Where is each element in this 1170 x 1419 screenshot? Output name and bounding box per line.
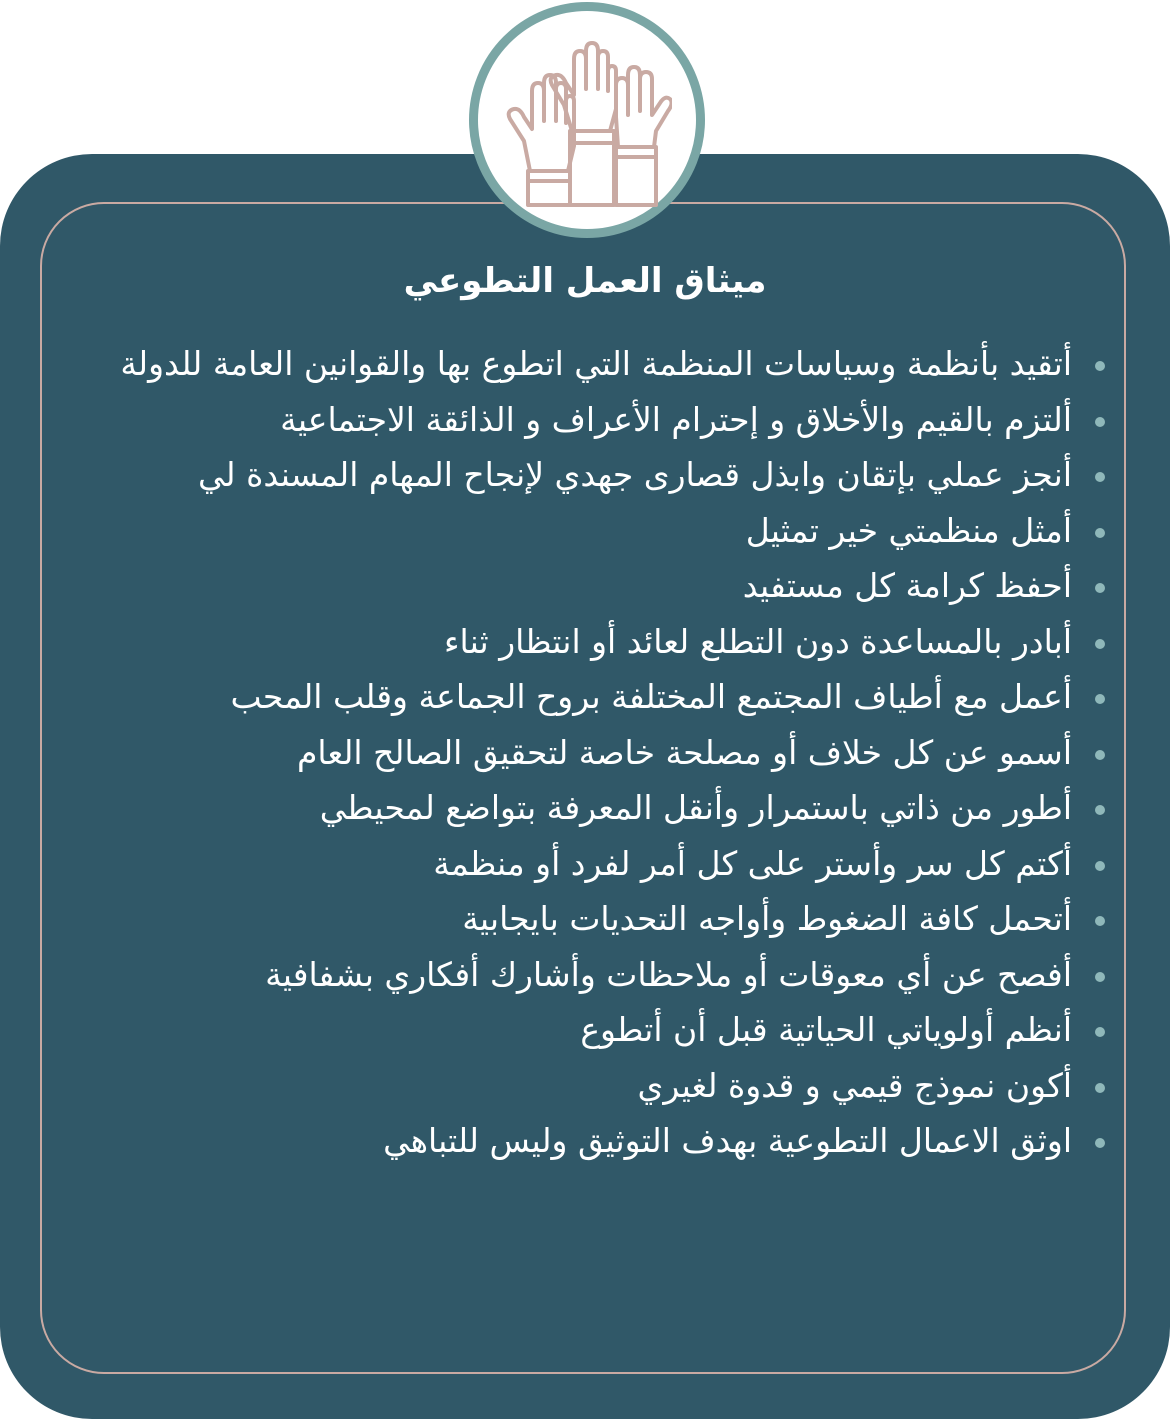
bullet-icon [1095,750,1105,760]
list-item: أنجز عملي بإتقان وابذل قصارى جهدي لإنجاح المهام المسندة لي [92,447,1072,503]
list-item: أبادر بالمساعدة دون التطلع لعائد أو انتظار ثناء [92,614,1072,670]
page-title: ميثاق العمل التطوعي [403,261,767,301]
bullet-icon [1095,528,1105,538]
list-item: ألتزم بالقيم والأخلاق و إحترام الأعراف و الذائقة الاجتماعية [92,392,1072,448]
bullet-icon [1095,417,1105,427]
list-item: اوثق الاعمال التطوعية بهدف التوثيق وليس للتباهي [92,1113,1072,1169]
bullet-icon [1095,694,1105,704]
list-item: أتحمل كافة الضغوط وأواجه التحديات بايجابية [92,891,1072,947]
list-item: أكون نموذج قيمي و قدوة لغيري [92,1058,1072,1114]
bullet-icon [1095,972,1105,982]
list-item: أنظم أولوياتي الحياتية قبل أن أتطوع [92,1002,1072,1058]
bullet-icon [1095,1027,1105,1037]
bullet-icon [1095,1138,1105,1148]
list-item: أطور من ذاتي باستمرار وأنقل المعرفة بتواضع لمحيطي [92,780,1072,836]
bullet-icon [1095,583,1105,593]
list-item: أحفظ كرامة كل مستفيد [92,558,1072,614]
bullet-icon [1095,639,1105,649]
list-item: أتقيد بأنظمة وسياسات المنظمة التي اتطوع بها والقوانين العامة للدولة [92,336,1072,392]
icon-badge [469,2,705,238]
bullet-icon [1095,916,1105,926]
bullet-icon [1095,472,1105,482]
bullet-icon [1095,861,1105,871]
charter-list [92,336,1072,1169]
bullet-icon [1095,1083,1105,1093]
list-item: أعمل مع أطياف المجتمع المختلفة بروح الجماعة وقلب المحب [92,669,1072,725]
raised-hands-icon [502,41,672,211]
list-item: أكتم كل سر وأستر على كل أمر لفرد أو منظمة [92,836,1072,892]
bullet-icon [1095,805,1105,815]
bullet-icon [1095,361,1105,371]
list-item: أمثل منظمتي خير تمثيل [92,503,1072,559]
list-item: أسمو عن كل خلاف أو مصلحة خاصة لتحقيق الصالح العام [92,725,1072,781]
list-item: أفصح عن أي معوقات أو ملاحظات وأشارك أفكاري بشفافية [92,947,1072,1003]
